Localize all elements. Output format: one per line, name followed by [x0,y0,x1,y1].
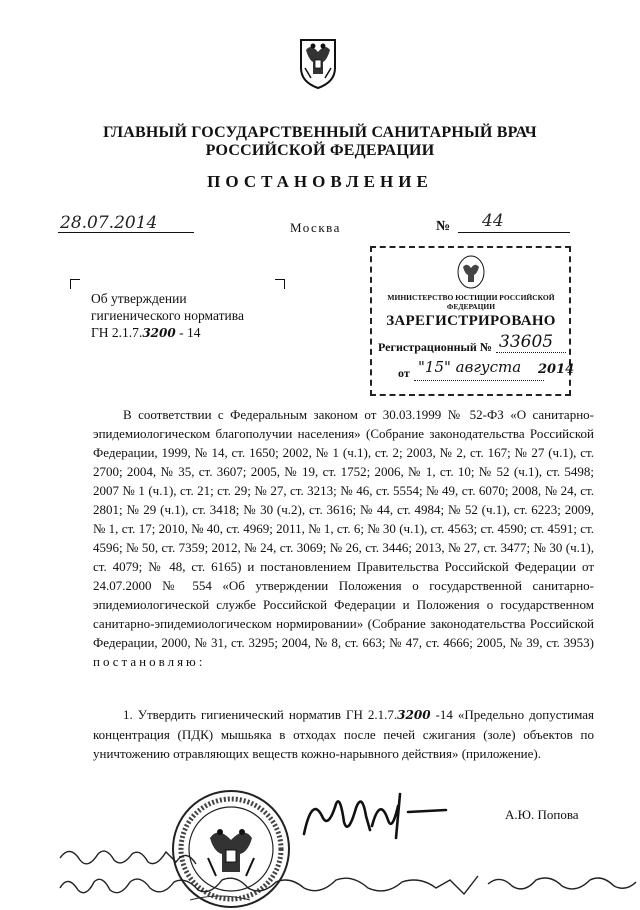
number-underline [458,232,570,233]
item-1-norm-number: 3200 [397,708,431,722]
stamp-date-prefix: от [398,366,410,380]
issuer-title-line-2: РОССИЙСКОЙ ФЕДЕРАЦИИ [205,142,435,159]
document-date: 28.07.2014 [60,213,158,233]
stamp-year: 2014 [538,362,575,377]
stamp-reg-number-line [496,352,566,353]
resolution-item-1 [93,705,594,763]
subject-norm-suffix: - 14 [175,325,201,340]
stamp-date-line [414,380,544,381]
stamp-reg-number: 33605 [499,332,554,352]
subject-line-2: гигиенического норматива [91,308,244,323]
subject-line-3 [91,324,200,342]
stamp-registered: ЗАРЕГИСТРИРОВАНО [386,313,556,329]
stamp-ministry: МИНИСТЕРСТВО ЮСТИЦИИ РОССИЙСКОЙ ФЕДЕРАЦИИ [387,293,555,311]
document-type-heading: ПОСТАНОВЛЕНИЕ [207,172,433,191]
item-1-prefix: 1. Утвердить гигиенический норматив ГН 2.1.7. [123,707,398,722]
stamp-reg-label: Регистрационный № [378,340,492,354]
signer-name: А.Ю. Попова [505,807,579,822]
handwritten-note-icon [40,840,640,905]
subject-corner-right [275,279,285,289]
preamble-paragraph [93,405,594,671]
preamble-text: В соответствии с Федеральным законом от 30.03.1999 № 52-ФЗ «О санитарно-эпидемиологическом благополучии населения» (Собрание законодательства Российской Федерации, 1999, № 14, ст. 1650; 2002, № 1 (ч.1), ст. 2; 2003, № 2, ст. 167; № 27 (ч.1), ст. 2700; 2004, № 35, ст. 3607; 2005, № 19, ст. 1752; 2006, № 1, ст. 10; № 52 (ч.1), ст. 5498; 2007 № 1 (ч.1), ст. 21; ст. 29; № 27, ст. 3213; № 46, ст. 5554; № 49, ст. 6070; 2008, № 24, ст. 2801; № 29 (ч.1), ст. 3418; № 30 (ч.2), ст. 3616; № 44, ст. 4984; № 52 (ч.1), ст. 6223; 2009, № 1, ст. 17; 2010, № 40, ст. 4969; 2011, № 1, ст. 6; № 30 (ч.1), ст. 4563; ст. 4590; ст. 4591; ст. 4596; № 50, ст. 7359; 2012, № 24, ст. 3069; № 26, ст. 3446; 2013, № 27, ст. 3477; № 30 (ч.1), ст. 4079; № 48, ст. 6165) и постановлением Правительства Российской Федерации от 24.07.2000 № 554 «Об утверждении Положения о государственной санитарно-эпидемиологической службе Российской Федерации и Положения о государственном санитарно-эпидемиологическом нормировании» (Собрание законодательства Российской Федерации, 2000, № 31, ст. 3295; 2004, № 8, ст. 663; № 47, ст. 4666; 2005, № 39, ст. 3953) [93,407,594,650]
preamble-ending: постановляю: [93,654,206,669]
issuer-title-line-1: ГЛАВНЫЙ ГОСУДАРСТВЕННЫЙ САНИТАРНЫЙ ВРАЧ [103,124,537,141]
item-1-text: -14 «Предельно допустимая концентрация (ПДК) мышьяка в отходах после печей сжигания (золе) объектов по уничтожению отравляющих веществ кожно-нарывного действия» (приложение). [93,707,594,761]
document-number: 44 [482,211,504,231]
stamp-date: "15" августа [418,358,522,376]
number-sign: № [436,219,451,234]
stamp-emblem-icon [456,254,486,290]
document-city: Москва [290,220,341,235]
signature-icon [300,786,450,846]
date-underline [58,232,194,233]
subject-norm-prefix: ГН 2.1.7. [91,325,143,340]
subject-line-1: Об утверждении [91,291,187,306]
subject-norm-number: 3200 [142,326,176,340]
subject-corner-left [70,279,80,289]
coat-of-arms-icon [293,30,343,90]
